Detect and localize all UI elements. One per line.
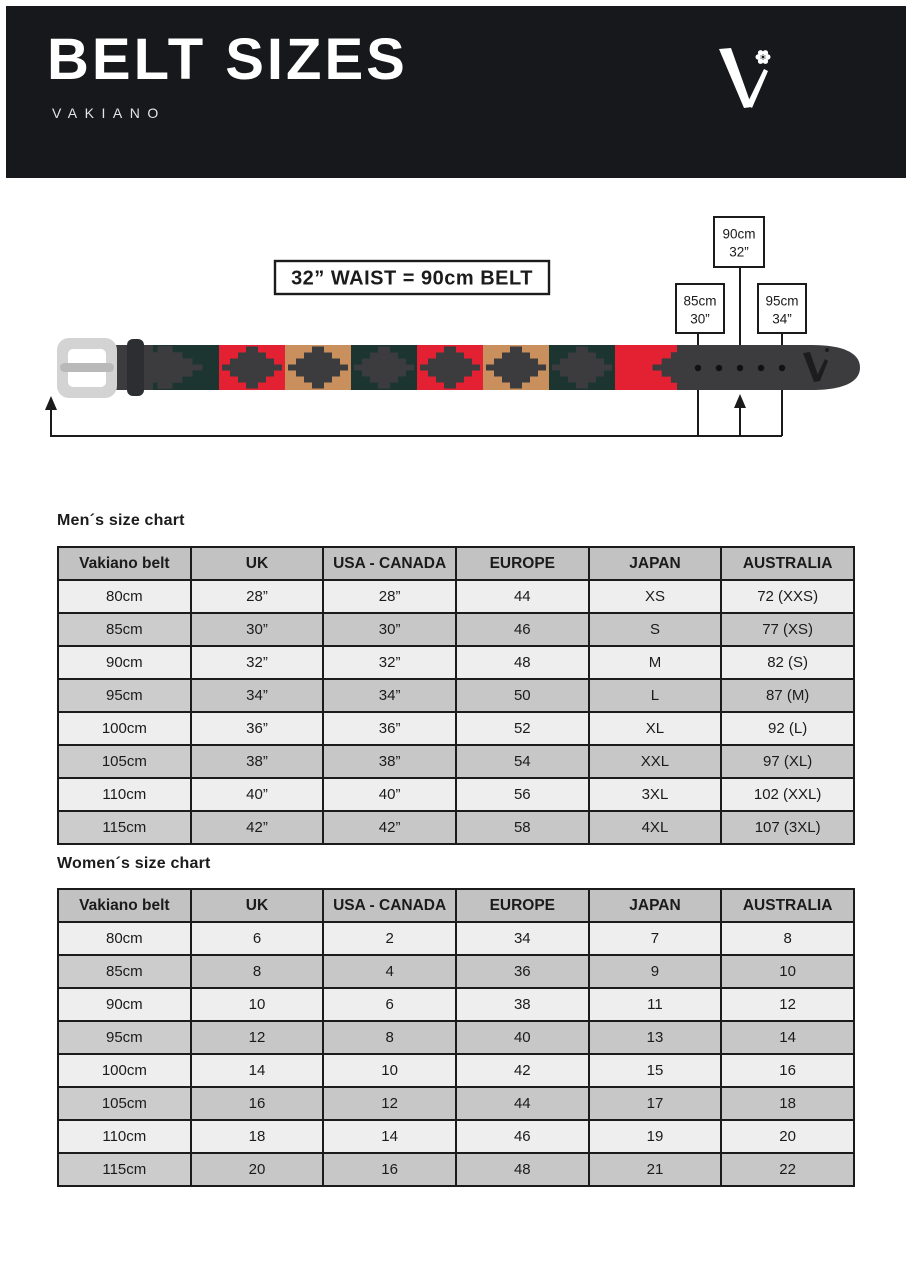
callout-95cm — [758, 284, 806, 333]
table-row — [58, 646, 854, 679]
table-cell: 82 (S) — [721, 646, 854, 679]
table-row — [58, 1153, 854, 1186]
table-cell: 17 — [589, 1087, 722, 1120]
column-header: UK — [191, 889, 324, 922]
vakiano-logo-icon — [706, 42, 786, 114]
table-cell: M — [589, 646, 722, 679]
table-cell: 15 — [589, 1054, 722, 1087]
table-cell: 58 — [456, 811, 589, 844]
hole-arrow-icon — [734, 394, 746, 408]
column-header: EUROPE — [456, 889, 589, 922]
table-cell: 54 — [456, 745, 589, 778]
table-cell: 36” — [323, 712, 456, 745]
table-cell: 12 — [721, 988, 854, 1021]
table-row — [58, 679, 854, 712]
table-cell: 8 — [721, 922, 854, 955]
page-title: BELT SIZES — [47, 27, 408, 92]
table-cell: 40” — [191, 778, 324, 811]
table-cell: 34” — [191, 679, 324, 712]
header-row — [58, 889, 854, 922]
table-cell: 107 (3XL) — [721, 811, 854, 844]
column-header: Vakiano belt — [58, 547, 191, 580]
table-cell: 48 — [456, 1153, 589, 1186]
table-cell: 10 — [191, 988, 324, 1021]
mens-table-header — [58, 547, 854, 580]
table-cell: L — [589, 679, 722, 712]
table-cell: 95cm — [58, 1021, 191, 1054]
table-cell: 32” — [191, 646, 324, 679]
column-header: AUSTRALIA — [721, 547, 854, 580]
table-cell: 2 — [323, 922, 456, 955]
table-cell: 46 — [456, 613, 589, 646]
table-cell: 56 — [456, 778, 589, 811]
table-cell: 100cm — [58, 712, 191, 745]
table-cell: 105cm — [58, 745, 191, 778]
callout-85cm-value: 85cm — [683, 293, 717, 309]
table-cell: XL — [589, 712, 722, 745]
table-row — [58, 1021, 854, 1054]
size-equation-label — [275, 261, 549, 294]
table-cell: XS — [589, 580, 722, 613]
table-cell: 30” — [191, 613, 324, 646]
womens-table-header — [58, 889, 854, 922]
callout-90cm-value: 90cm — [722, 226, 756, 242]
table-cell: S — [589, 613, 722, 646]
table-cell: 42” — [191, 811, 324, 844]
table-row — [58, 1087, 854, 1120]
table-cell: 44 — [456, 580, 589, 613]
table-cell: 12 — [191, 1021, 324, 1054]
table-cell: 28” — [323, 580, 456, 613]
womens-size-table — [57, 888, 855, 1187]
belt-keeper — [127, 339, 144, 396]
table-cell: 36” — [191, 712, 324, 745]
table-cell: 72 (XXS) — [721, 580, 854, 613]
table-cell: 18 — [721, 1087, 854, 1120]
table-row — [58, 613, 854, 646]
table-cell: 87 (M) — [721, 679, 854, 712]
column-header: UK — [191, 547, 324, 580]
buckle-prong — [60, 363, 114, 372]
table-cell: 40 — [456, 1021, 589, 1054]
table-cell: 16 — [191, 1087, 324, 1120]
table-cell: 77 (XS) — [721, 613, 854, 646]
table-cell: 50 — [456, 679, 589, 712]
table-cell: 22 — [721, 1153, 854, 1186]
table-row — [58, 811, 854, 844]
table-cell: 9 — [589, 955, 722, 988]
table-cell: 97 (XL) — [721, 745, 854, 778]
header-row — [58, 547, 854, 580]
buckle-arrow-icon — [45, 396, 57, 410]
logo-v-mark — [719, 48, 771, 108]
table-cell: 52 — [456, 712, 589, 745]
belt-buckle — [57, 338, 117, 398]
table-cell: 11 — [589, 988, 722, 1021]
callout-90cm — [714, 217, 764, 267]
table-cell: 3XL — [589, 778, 722, 811]
table-cell: 90cm — [58, 646, 191, 679]
table-cell: 4XL — [589, 811, 722, 844]
table-row — [58, 922, 854, 955]
table-cell: 80cm — [58, 922, 191, 955]
table-cell: 16 — [721, 1054, 854, 1087]
table-cell: 14 — [323, 1120, 456, 1153]
table-cell: 42” — [323, 811, 456, 844]
callout-95cm-inches: 34” — [772, 311, 792, 327]
table-cell: 44 — [456, 1087, 589, 1120]
table-cell: 13 — [589, 1021, 722, 1054]
table-row — [58, 778, 854, 811]
table-row — [58, 712, 854, 745]
v-right-stroke — [747, 69, 768, 108]
column-header: USA - CANADA — [323, 889, 456, 922]
callout-85cm-inches: 30” — [690, 311, 710, 327]
table-cell: 18 — [191, 1120, 324, 1153]
column-header: EUROPE — [456, 547, 589, 580]
table-cell: 34” — [323, 679, 456, 712]
table-cell: 105cm — [58, 1087, 191, 1120]
table-cell: 30” — [323, 613, 456, 646]
column-header: USA - CANADA — [323, 547, 456, 580]
table-cell: 46 — [456, 1120, 589, 1153]
table-cell: 4 — [323, 955, 456, 988]
table-cell: 28” — [191, 580, 324, 613]
table-cell: 8 — [323, 1021, 456, 1054]
table-cell: 110cm — [58, 778, 191, 811]
column-header: JAPAN — [589, 889, 722, 922]
table-row — [58, 580, 854, 613]
table-cell: 92 (L) — [721, 712, 854, 745]
table-cell: 102 (XXL) — [721, 778, 854, 811]
mens-size-table — [57, 546, 855, 845]
table-cell: 95cm — [58, 679, 191, 712]
table-row — [58, 1054, 854, 1087]
v-left-stroke — [719, 48, 752, 108]
table-cell: 85cm — [58, 613, 191, 646]
table-row — [58, 988, 854, 1021]
table-cell: 10 — [721, 955, 854, 988]
column-header: Vakiano belt — [58, 889, 191, 922]
table-row — [58, 1120, 854, 1153]
mens-table-body — [58, 580, 854, 844]
table-cell: 38” — [191, 745, 324, 778]
table-cell: 16 — [323, 1153, 456, 1186]
table-cell: 115cm — [58, 811, 191, 844]
table-cell: 14 — [721, 1021, 854, 1054]
table-cell: 20 — [721, 1120, 854, 1153]
table-cell: 90cm — [58, 988, 191, 1021]
table-cell: 34 — [456, 922, 589, 955]
table-row — [58, 745, 854, 778]
measurement-lines — [45, 390, 782, 437]
table-cell: 115cm — [58, 1153, 191, 1186]
table-cell: 6 — [191, 922, 324, 955]
size-equation-text: 32” WAIST = 90cm BELT — [291, 267, 533, 290]
table-cell: 7 — [589, 922, 722, 955]
table-cell: 6 — [323, 988, 456, 1021]
brand-name: VAKIANO — [52, 105, 166, 121]
table-cell: 14 — [191, 1054, 324, 1087]
belt-size-diagram — [0, 200, 912, 466]
table-cell: 85cm — [58, 955, 191, 988]
table-cell: 100cm — [58, 1054, 191, 1087]
table-cell: 12 — [323, 1087, 456, 1120]
column-header: JAPAN — [589, 547, 722, 580]
table-cell: XXL — [589, 745, 722, 778]
table-cell: 38” — [323, 745, 456, 778]
table-cell: 10 — [323, 1054, 456, 1087]
table-cell: 80cm — [58, 580, 191, 613]
callout-90cm-inches: 32” — [729, 244, 749, 260]
womens-table-body — [58, 922, 854, 1186]
column-header: AUSTRALIA — [721, 889, 854, 922]
header-banner — [6, 6, 906, 178]
table-cell: 42 — [456, 1054, 589, 1087]
callout-95cm-value: 95cm — [765, 293, 799, 309]
flower-center-hole — [762, 56, 765, 59]
callout-85cm — [676, 284, 724, 333]
table-cell: 19 — [589, 1120, 722, 1153]
table-cell: 48 — [456, 646, 589, 679]
womens-chart-title: Women´s size chart — [57, 855, 211, 872]
table-cell: 21 — [589, 1153, 722, 1186]
mens-chart-title: Men´s size chart — [57, 512, 185, 529]
table-cell: 8 — [191, 955, 324, 988]
table-row — [58, 955, 854, 988]
table-cell: 38 — [456, 988, 589, 1021]
table-cell: 20 — [191, 1153, 324, 1186]
table-cell: 110cm — [58, 1120, 191, 1153]
table-cell: 36 — [456, 955, 589, 988]
table-cell: 40” — [323, 778, 456, 811]
table-cell: 32” — [323, 646, 456, 679]
